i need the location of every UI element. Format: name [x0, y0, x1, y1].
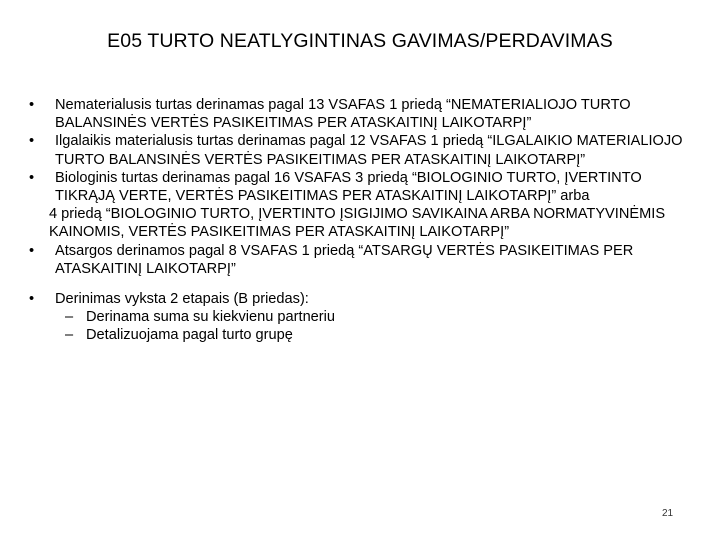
bullet-tangible-assets: [0, 132, 720, 168]
bullet-biological-assets: [0, 169, 720, 242]
bullet-intangible-assets: [0, 96, 720, 132]
bullet-icon: •: [29, 242, 35, 259]
dash-icon: –: [65, 327, 74, 344]
sub-item-text: Derinama suma su kiekvienu partneriu: [86, 309, 336, 326]
sub-item-text: Detalizuojama pagal turto grupę: [86, 327, 293, 344]
bullet-text: Biologinis turtas derinamas pagal 16 VSAFAS 3 priedą “BIOLOGINIO TURTO, ĮVERTINTO TIKRĄJĄ VERTE, VERTĖS PASIKEITIMAS PER ATASKAITINĮ LAIKOTARPĮ” arba: [55, 169, 642, 205]
sub-item: [55, 326, 698, 344]
dash-icon: –: [65, 309, 74, 326]
bullet-text: Ilgalaikis materialusis turtas derinamas pagal 12 VSAFAS 1 priedą “ILGALAIKIO MATERIALIOJO TURTO BALANSINĖS VERTĖS PASIKEITIMAS PER ATASKAITINĮ LAIKOTARPĮ”: [55, 133, 683, 168]
bullet-icon: •: [29, 291, 35, 308]
bullet-icon: •: [29, 169, 35, 186]
slide-title: E05 TURTO NEATLYGINTINAS GAVIMAS/PERDAVIMAS: [107, 30, 613, 52]
bullet-continuation: 4 priedą “BIOLOGINIO TURTO, ĮVERTINTO ĮSIGIJIMO SAVIKAINA ARBA NORMATYVINĖMIS KAINOMIS, VERTĖS PASIKEITIMAS PER ATASKAITINĮ LAIKOTARPĮ”: [49, 206, 666, 241]
bullet-icon: •: [29, 97, 35, 113]
bullet-icon: •: [29, 133, 35, 150]
sub-list: [55, 308, 698, 344]
bullet-inventories: [0, 242, 720, 278]
bullet-reconciliation-stages: [0, 290, 720, 345]
spacer: [0, 278, 720, 290]
bullet-text: Derinimas vyksta 2 etapais (B priedas):: [55, 291, 309, 308]
bullet-list: [0, 96, 720, 345]
bullet-text: Nematerialusis turtas derinamas pagal 13 VSAFAS 1 priedą “NEMATERIALIOJO TURTO BALANSINĖS VERTĖS PASIKEITIMAS PER ATASKAITINĮ LAIKOTARPĮ”: [55, 97, 631, 132]
bullet-text: Atsargos derinamos pagal 8 VSAFAS 1 priedą “ATSARGŲ VERTĖS PASIKEITIMAS PER ATASKAITINĮ LAIKOTARPĮ”: [55, 242, 634, 277]
sub-item: [55, 308, 698, 326]
page-number: 21: [662, 508, 674, 519]
